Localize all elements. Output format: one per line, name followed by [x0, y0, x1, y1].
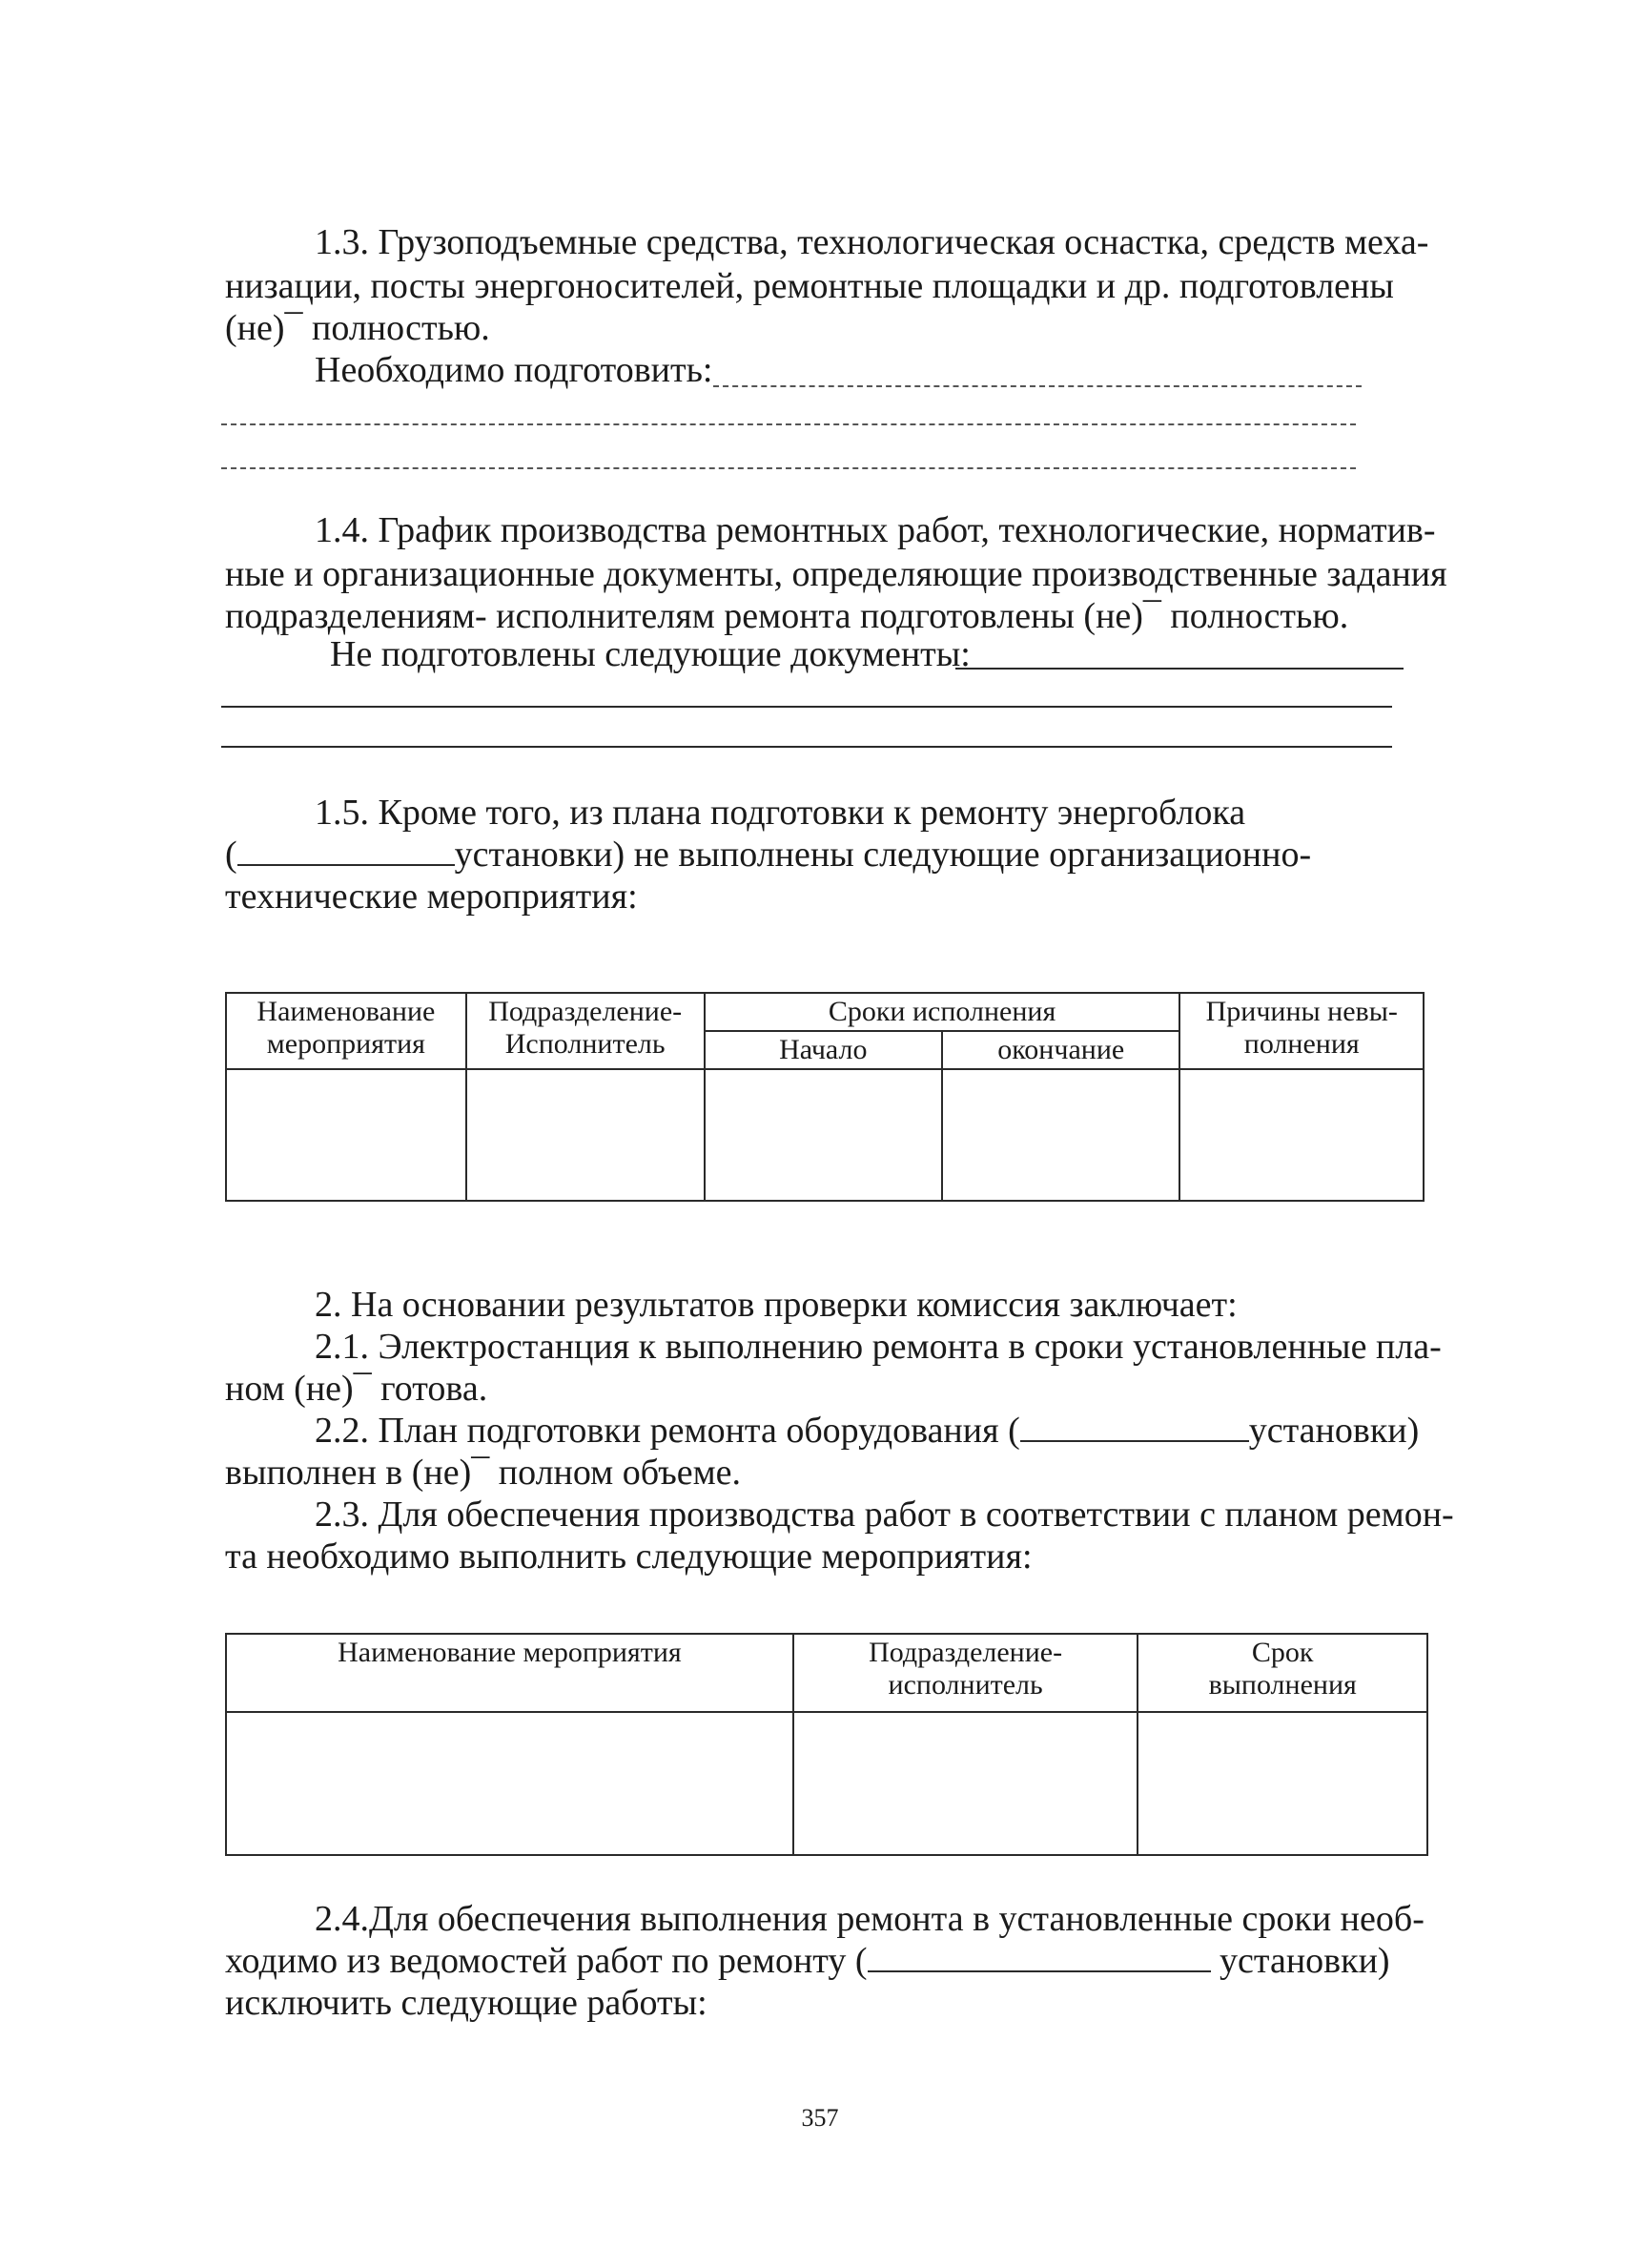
s2-line-5: выполнен в (не)¯ полном объеме. — [225, 1453, 742, 1493]
s2-line-7: та необходимо выполнить следующие мероприятия: — [225, 1536, 1033, 1577]
table-required-measures — [225, 1633, 1428, 1856]
s15-line-3: технические мероприятия: — [225, 876, 638, 917]
s14-line-3: подразделениям- исполнителям ремонта подготовлены (не)¯ полностью. — [225, 596, 1349, 636]
table-row — [226, 1069, 1424, 1201]
table-cell — [466, 1069, 705, 1201]
s15-line-1: 1.5. Кроме того, из плана подготовки к ремонту энергоблока — [315, 793, 1246, 833]
s15-line-2-text: установки) не выполнены следующие организационно- — [454, 835, 1312, 875]
s15-line-2 — [225, 834, 1311, 876]
col-header-dept: Подразделение- исполнитель — [793, 1634, 1138, 1712]
s14-line-2: ные и организационные документы, определяющие производственные задания — [225, 554, 1447, 594]
blank-line — [868, 1942, 1211, 1972]
table-cell — [793, 1712, 1138, 1855]
page-number: 357 — [801, 2104, 839, 2132]
s13-line-2: низации, посты энергоносителей, ремонтные площадки и др. подготовлены — [225, 266, 1394, 306]
s24-line-1: 2.4.Для обеспечения выполнения ремонта в установленные сроки необ- — [315, 1899, 1425, 1939]
table-measures-not-done — [225, 992, 1425, 1202]
blank-line — [221, 746, 1392, 748]
s13-line-4: Необходимо подготовить: — [315, 350, 713, 390]
blank-line — [1020, 1412, 1249, 1442]
blank-line — [221, 423, 1356, 425]
s13-line-3: (не)¯ полностью. — [225, 308, 490, 348]
col-header-name: Наименование мероприятия — [226, 1634, 793, 1712]
s2-line-4-text: 2.2. План подготовки ремонта оборудования ( — [315, 1411, 1020, 1451]
s24-line-2 — [225, 1940, 1390, 1982]
table-cell — [942, 1069, 1180, 1201]
col-header-reason: Причины невы- полнения — [1179, 993, 1424, 1069]
s2-line-4 — [315, 1410, 1419, 1452]
s2-line-4-end: установки) — [1248, 1411, 1420, 1451]
col-header-end: окончание — [942, 1031, 1180, 1069]
table-cell — [705, 1069, 942, 1201]
s14-line-4: Не подготовлены следующие документы: — [330, 634, 971, 674]
s24-line-3: исключить следующие работы: — [225, 1983, 707, 2023]
s2-line-6: 2.3. Для обеспечения производства работ в соответствии с планом ремон- — [315, 1495, 1454, 1535]
s24-line-2-end: установки) — [1210, 1941, 1390, 1981]
s2-line-2: 2.1. Электростанция к выполнению ремонта в сроки установленные пла- — [315, 1327, 1442, 1367]
col-header-name: Наименование мероприятия — [226, 993, 466, 1069]
s2-line-3: ном (не)¯ готова. — [225, 1369, 488, 1409]
col-header-term: Срок выполнения — [1138, 1634, 1427, 1712]
s15-paren: ( — [225, 835, 237, 875]
blank-line — [221, 706, 1392, 708]
table-cell — [226, 1712, 793, 1855]
blank-line — [237, 835, 455, 866]
table-cell — [1138, 1712, 1427, 1855]
table-row — [226, 1712, 1427, 1855]
s13-line-1: 1.3. Грузоподъемные средства, технологическая оснастка, средств меха- — [315, 222, 1429, 262]
table-cell — [1179, 1069, 1424, 1201]
blank-line — [955, 668, 1404, 670]
s14-line-1: 1.4. График производства ремонтных работ, технологические, норматив- — [315, 510, 1436, 550]
col-header-start: Начало — [705, 1031, 942, 1069]
table-cell — [226, 1069, 466, 1201]
col-header-terms: Сроки исполнения — [705, 993, 1180, 1031]
s2-line-1: 2. На основании результатов проверки комиссия заключает: — [315, 1285, 1238, 1325]
blank-line — [221, 467, 1356, 469]
s24-line-2-text: ходимо из ведомостей работ по ремонту ( — [225, 1941, 868, 1981]
blank-line — [713, 385, 1362, 387]
col-header-dept: Подразделение- Исполнитель — [466, 993, 705, 1069]
